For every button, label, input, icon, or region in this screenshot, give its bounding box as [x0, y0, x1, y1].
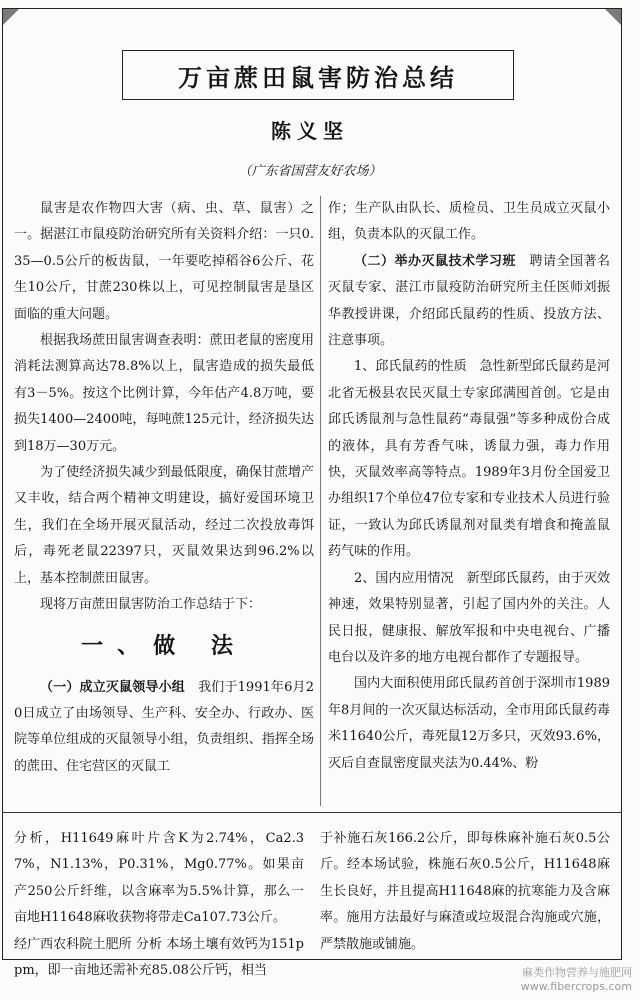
- bottom-right-column: [320, 826, 610, 956]
- subsection-heading: （二）举办灭鼠技术学习班: [354, 253, 516, 269]
- subsection-heading: （一）成立灭鼠领导小组: [40, 679, 185, 695]
- paragraph: 经广西农科院土肥所 分析 本场土壤有效钙为151ppm，即一亩地还需补充85.08公斤钙，相当: [14, 936, 304, 979]
- bottom-left-column: [14, 826, 304, 979]
- paragraph: 鼠害是农作物四大害（病、虫、草、鼠害）之一。据湛江市鼠疫防治研究所有关资料介绍：一只0.35—0.5公斤的板齿鼠，一年要吃掉稻谷6公斤、花生10公斤，甘蔗230株以上，可见控制鼠害是垦区面临的重大问题。: [14, 201, 314, 322]
- paragraph: 1、邱氏鼠药的性质 急性新型邱氏鼠药是河北省无极县农民灭鼠土专家邱满囤首创。它是由邱氏诱鼠剂与急性鼠药“毒鼠强”等多种成份合成的液体，具有芳香气味，诱鼠力强，毒力作用快，灭鼠效率高等特点。1989年3月份全国爱卫办组织17个单位47位专家和专业技术人员进行验证，一致认为邱氏诱鼠剂对鼠类有增食和掩盖鼠药气味的作用。: [328, 359, 610, 560]
- paragraph-text: 聘请全国著名灭鼠专家、湛江市鼠疫防治研究所主任医师刘振华教授讲课，介绍邱氏鼠药的性质、投放方法、注意事项。: [328, 253, 610, 349]
- paragraph: 现将万亩蔗田鼠害防治工作总结于下：: [40, 597, 262, 613]
- paragraph: 分析，H11649麻叶片含K为2.74%，Ca2.37%，N1.13%，P0.31%，Mg0.77%。如果亩产250公斤纤维，以含麻率为5.5%计算，那么一亩地H11648麻收获物将带走Ca107.73公斤。: [14, 831, 304, 926]
- corner-ornament-right: [605, 9, 621, 25]
- site-watermark: [521, 966, 632, 994]
- author-name: 陈义坚: [271, 119, 349, 143]
- corner-ornament-left: [3, 9, 19, 25]
- watermark-line: 麻类作物营养与施肥网: [522, 966, 632, 979]
- paragraph: [328, 249, 610, 355]
- paragraph-text: 我们于1991年6月20日成立了由场领导、生产科、安全办、行政办、医院等单位组成的灭鼠领导小组，负责组织、指挥全场的蔗田、住宅营区的灭鼠工: [14, 679, 314, 774]
- author-affiliation: （广东省国营友好农场）: [238, 164, 382, 179]
- paragraph: [14, 675, 314, 781]
- column-divider: [320, 196, 321, 806]
- watermark-line: www.fibercrops.com: [520, 980, 632, 993]
- article-title: 万亩蔗田鼠害防治总结: [178, 63, 458, 92]
- right-column: [328, 196, 610, 811]
- paragraph: 国内大面积使用邱氏鼠药首创于深圳市1989年8月间的一次灭鼠达标活动，全市用邱氏鼠药毒米11640公斤，毒死鼠12万多只，灭效93.6%，灭后自查鼠密度鼠夹法为0.44%、粉: [328, 676, 610, 771]
- paragraph: 2、国内应用情况 新型邱氏鼠药，由于灭效神速，效果特别显著，引起了国内外的关注。人民日报，健康报、解放军报和中央电视台、广播电台以及许多的地方电视台都作了专题报导。: [328, 570, 610, 665]
- section-divider: [2, 812, 622, 813]
- paragraph: 根据我场蔗田鼠害调查表明：蔗田老鼠的密度用消耗法测算高达78.8%以上，鼠害造成的损失最低有3－5%。按这个比例计算，今年估产4.8万吨，要损失1400—2400吨，每吨蔗125元计，经济损失达到18万—30万元。: [14, 333, 314, 454]
- left-column: [14, 196, 314, 811]
- paragraph: 作；生产队由队长、质检员、卫生员成立灭鼠小组，负责本队的灭鼠工作。: [328, 201, 610, 243]
- paragraph: 于补施石灰166.2公斤，即每株麻补施石灰0.5公斤。经本场试验，株施石灰0.5公斤，H11648麻生长良好，并且提高H11648麻的抗寒能力及含麻率。施用方法最好与麻渣或垃圾混合沟施或穴施，严禁散施或铺施。: [320, 831, 610, 952]
- section-heading: 一、做 法: [81, 633, 247, 659]
- paragraph: 为了使经济损失减少到最低限度，确保甘蔗增产又丰收，结合两个精神文明建设，搞好爱国环境卫生，我们在全场开展灭鼠活动，经过二次投放毒饵后，毒死老鼠22397只，灭鼠效果达到96.2%以上，基本控制蔗田鼠害。: [14, 465, 314, 586]
- title-box: [122, 50, 514, 100]
